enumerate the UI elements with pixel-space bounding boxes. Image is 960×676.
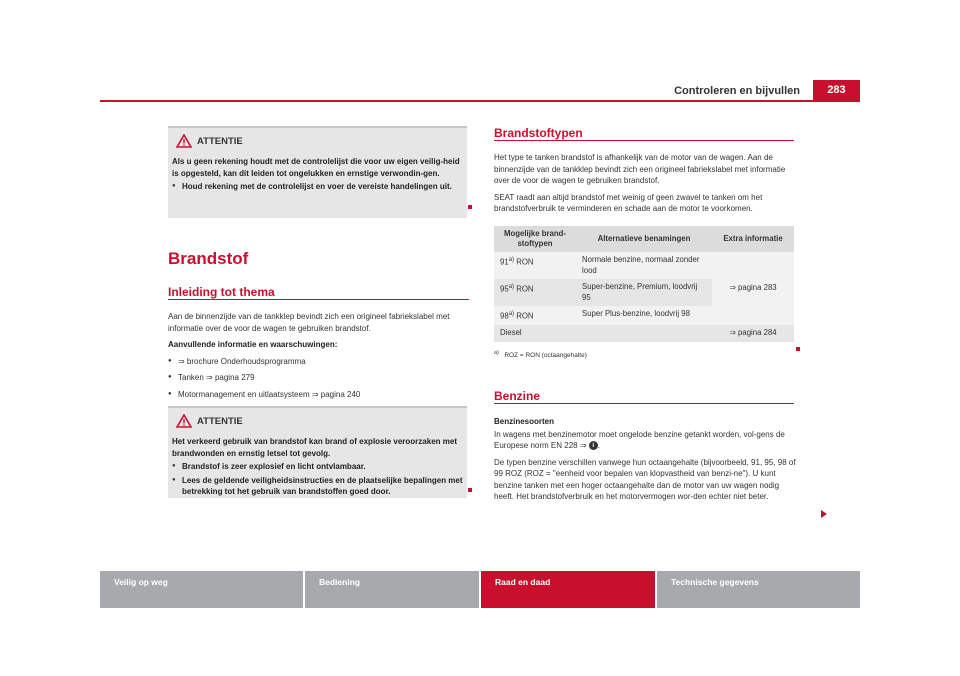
warning-bullet: ● Houd rekening met de controlelijst en voer de vereiste handelingen uit. [172,181,462,193]
footer-tab-veilig[interactable]: Veilig op weg [100,571,303,608]
chapter-title: Controleren en bijvullen [674,85,800,97]
footer-tab-raad-en-daad[interactable]: Raad en daad [481,571,655,608]
fuel-types-paragraph: Het type te tanken brandstof is afhankelijk van de motor van de wagen. Aan de binnenzijde van de tankklep bevindt zich een origineel fabriekslabel met informatie over de voor de wagen te gebruiken brandstof. [494,153,786,185]
subsection-title: Inleiding tot thema [168,285,275,299]
end-marker [468,205,472,209]
extra-info-heading: Aanvullende informatie en waarschuwingen: [168,340,338,349]
table-cell-type: Diesel [494,325,576,342]
fuel-types-paragraph: SEAT raadt aan altijd brandstof met weinig of geen zwavel te tanken om het brandstofverbruik te verminderen en schade aan de motor te voorkomen. [494,192,763,213]
table-row [494,325,794,342]
continue-arrow-icon[interactable] [819,509,829,519]
benzine-subheading: Benzinesoorten [494,417,555,426]
extra-info-item[interactable]: ● Tanken ⇒ pagina 279 [168,372,468,384]
info-icon[interactable]: i [589,441,598,450]
warning-text: Het verkeerd gebruik van brandstof kan brand of explosie veroorzaken met brandwonden en ernstig letsel tot gevolg. [172,437,457,458]
footer-tab-technische-gegevens[interactable]: Technische gegevens [657,571,860,608]
extra-info-item[interactable]: ● Motormanagement en uitlaatsysteem ⇒ pagina 240 [168,389,468,401]
table-header: Mogelijke brand-stoftypen [494,226,576,252]
section-rule [494,403,794,404]
warning-bullet: ● Lees de geldende veiligheidsinstructies en de plaatselijke bepalingen met betrekking tot het gebruik van brandstoffen goed door. [172,475,464,498]
footer-tab-bediening[interactable]: Bediening [305,571,479,608]
warning-box-2 [168,406,467,498]
header-rule [100,100,860,102]
section-rule [494,140,794,141]
table-cell-type: 98$^{a)}$ RON [494,306,576,325]
table-header-row [494,226,794,252]
benzine-paragraph: In wagens met benzinemotor moet ongelode benzine getankt worden, vol-gens de Europese norm EN 228 ⇒ i . [494,429,785,450]
table-header: Alternatieve benamingen [576,226,712,252]
table-footnote: $^{a)}$ ROZ = RON (octaangehalte) [494,350,587,360]
table-row [494,252,794,279]
warning-triangle-icon [176,414,192,428]
warning-heading: ATTENTIE [197,416,243,427]
extra-info-item[interactable]: ● ⇒ brochure Onderhoudsprogramma [168,356,468,368]
warning-heading: ATTENTIE [197,136,243,147]
benzine-paragraph: De typen benzine verschillen vanwege hun octaangehalte (bijvoorbeeld, 91, 95, 98 of 99 ROZ (ROZ = "eenheid voor bepalen van klopvastheid van benzi-ne"). U kunt benzine tanken met een hoger octaangehalte dan de motor van uw wagen nodig heeft. Het brandstofverbruik en het motorvermogen wor-den echter niet beter. [494,457,796,501]
end-marker [468,488,472,492]
section-title: Brandstof [168,249,249,268]
table-cell-alt: Normale benzine, normaal zonder lood [576,252,712,279]
warning-text: Als u geen rekening houdt met de controlelijst die voor uw eigen veilig-heid is opgesteld, kan dit leiden tot ongelukken en ernstige verwondin-gen. [172,157,460,178]
table-cell-extra-link[interactable]: ⇒ pagina 283 [712,252,794,325]
warning-box-1 [168,126,467,218]
section-rule [168,299,469,300]
table-header: Extra informatie [712,226,794,252]
table-cell-extra-link[interactable]: ⇒ pagina 284 [712,325,794,342]
section-title-fuel-types: Brandstoftypen [494,126,583,140]
warning-bullet: ● Brandstof is zeer explosief en licht ontvlambaar. [172,461,464,473]
page-number: 283 [813,80,860,101]
intro-paragraph: Aan de binnenzijde van de tankklep bevindt zich een origineel fabriekslabel met informatie over de voor de wagen te gebruiken brandstof. [168,312,450,333]
end-marker [796,347,800,351]
warning-triangle-icon [176,134,192,148]
table-cell-type: 91$^{a)}$ RON [494,252,576,279]
table-cell-alt [576,325,712,342]
fuel-table [494,226,794,342]
table-cell-alt: Super-benzine, Premium, loodvrij 95 [576,279,712,306]
table-cell-alt: Super Plus-benzine, loodvrij 98 [576,306,712,325]
table-cell-type: 95$^{a)}$ RON [494,279,576,306]
section-title-benzine: Benzine [494,389,541,403]
